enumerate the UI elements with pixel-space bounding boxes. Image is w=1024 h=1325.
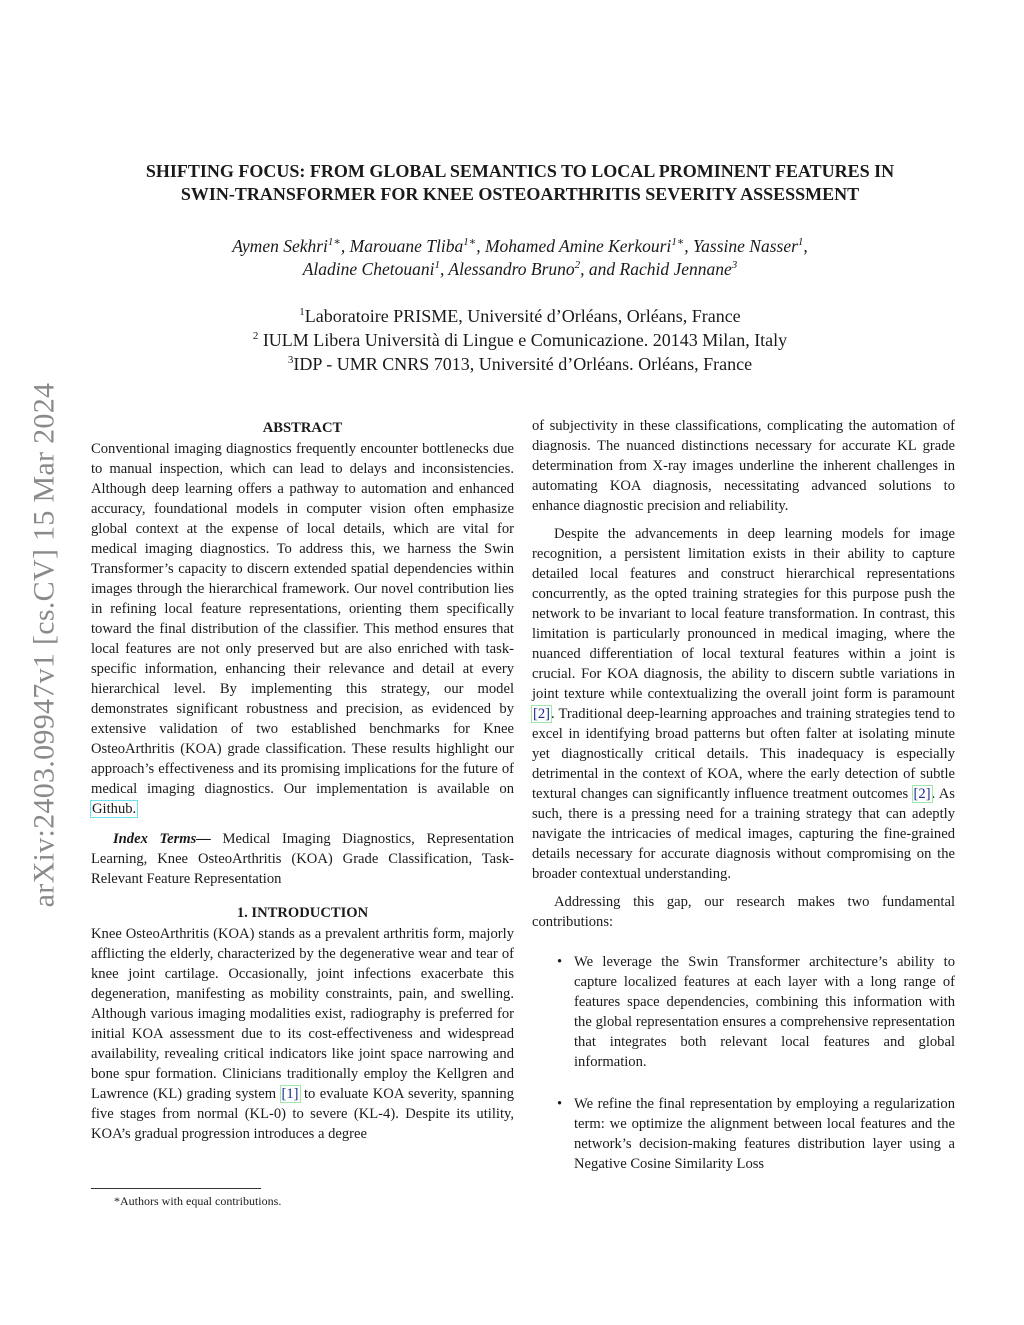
paper-title: [80, 160, 960, 206]
intro-paragraph-2: Despite the advancements in deep learning models for image recognition, a persistent limitation exists in their ability to capture detailed local features and construct hierarchical representations concurrently, as the opted training strategies for this purpose push the network to be invariant to local feature transformation. In contrast, this limitation is particularly pronounced in medical imaging, where the nuanced differentiation of local textural features within a joint is crucial. For KOA diagnosis, the ability to discern subtle variations in joint texture while contextualizing the overall joint form is paramount [2]. Traditional deep-learning approaches and training strategies tend to excel in identifying broad patterns but often falter at isolating minute yet diagnostically critical details. This inadequacy is especially detrimental in the context of KOA, where the early detection of subtle textural changes can significantly influence treatment outcomes [2]. As such, there is a pressing need for a training strategy that can adeptly navigate the intricacies of medical images, capturing the fine-grained details necessary for accurate diagnosis without compromising on the broader contextual understanding.: [532, 526, 955, 882]
author-affil-marker: 3: [731, 259, 738, 272]
author-affil-marker: 1: [434, 259, 440, 272]
author-affil-marker: 2: [574, 259, 581, 272]
list-item: • We refine the final representation by employing a regularization term: we optimize the alignment between local features and the network’s decision-making features distribution layer using a Negative Cosine Similarity Loss: [557, 1096, 955, 1172]
affiliation-2: $^2$ IULM Libera Università di Lingue e Comunicazione. 20143 Milan, Italy: [252, 330, 788, 350]
index-terms: Index Terms— Medical Imaging Diagnostics, Representation Learning, Knee OsteoArthritis (KOA) Grade Classification, Task-Relevant Feature Representation: [91, 831, 514, 887]
author-name: Alessandro Bruno: [448, 259, 575, 279]
contribution-list: [532, 952, 955, 1174]
author-line-2: Aladine Chetouani$^1$, Alessandro Bruno$^2$, and Rachid Jennane$^3$: [302, 259, 738, 279]
abstract-body: Conventional imaging diagnostics frequently encounter bottlenecks due to manual inspection, which can lead to delays and inconsistencies. Although deep learning offers a pathway to automation and enhanced accuracy, foundational models in computer vision often emphasize global context at the expense of local details, which are vital for medical imaging diagnostics. To address this, we harness the Swin Transformer’s capacity to discern extended spatial dependencies within images through the hierarchical framework. Our novel contribution lies in refining local feature representations, orienting them specifically toward the final distribution of the classifier. This method ensures that local features are not only preserved but are also enriched with task-specific information, enhancing their relevance and detail at every hierarchical level. By implementing this strategy, our model demonstrates significant robustness and precision, as evidenced by extensive validation of two established benchmarks for Knee OsteoArthritis (KOA) grade classification. These results highlight our approach’s effectiveness and its promising implications for the future of medical imaging diagnostics. Our implementation is available on Github.: [91, 441, 514, 817]
left-column: [91, 418, 514, 1144]
footnote-rule: [91, 1188, 261, 1189]
abstract-heading: ABSTRACT: [262, 420, 343, 436]
intro-paragraph-3: Addressing this gap, our research makes two fundamental contributions:: [532, 894, 955, 930]
citation-link[interactable]: [2]: [533, 706, 551, 722]
arxiv-side-identifier: arXiv:2403.09947v1 [cs.CV] 15 Mar 2024: [27, 382, 61, 908]
author-name: and Rachid Jennane: [588, 259, 732, 279]
intro-paragraph-1-cont: of subjectivity in these classifications, complicating the automation of diagnosis. The nuanced distinctions necessary for accurate KL grade determination from X-ray images underline the inherent challenges in automating KOA diagnosis, necessitating advanced solutions to enhance diagnostic precision and reliability.: [532, 418, 955, 514]
github-link[interactable]: Github.: [92, 801, 137, 817]
title-line-1: SHIFTING FOCUS: FROM GLOBAL SEMANTICS TO LOCAL PROMINENT FEATURES IN: [145, 161, 895, 181]
author-affil-marker: 1∗: [463, 236, 477, 249]
affiliation-3: $^3$IDP - UMR CNRS 7013, Université d’Orléans. Orléans, France: [287, 354, 753, 374]
author-name: Aymen Sekhri: [232, 236, 328, 256]
footnote: *Authors with equal contributions.: [114, 1194, 282, 1208]
author-line-1: Aymen Sekhri$^{1∗}$, Marouane Tliba$^{1∗}$, Mohamed Amine Kerkouri$^{1∗}$, Yassine Nasser$^1$,: [232, 236, 808, 256]
author-list: [80, 235, 960, 281]
intro-paragraph-1: Knee OsteoArthritis (KOA) stands as a prevalent arthritis form, majorly afflicting the elderly, characterized by the degenerative wear and tear of knee joint cartilage. Occasionally, joint infections exacerbate this degeneration, manifesting as mobility constraints, pain, and swelling. Although various imaging modalities exist, radiography is preferred for initial KOA assessment due to its cost-effectiveness and widespread availability, revealing critical indicators like joint space narrowing and bone spur formation. Clinicians traditionally employ the Kellgren and Lawrence (KL) grading system [1] to evaluate KOA severity, spanning five stages from normal (KL-0) to severe (KL-4). Despite its utility, KOA’s gradual progression introduces a degree: [91, 926, 514, 1142]
author-affil-marker: 1∗: [671, 236, 685, 249]
list-item: • We leverage the Swin Transformer architecture’s ability to capture localized features at each layer with a long range of features space dependencies, combining this information with the global representation ensures a comprehensive representation that integrates both relevant local features and global information.: [557, 954, 955, 1070]
bullet-icon: •: [557, 1096, 563, 1112]
right-column: [532, 416, 955, 1174]
title-line-2: SWIN-TRANSFORMER FOR KNEE OSTEOARTHRITIS SEVERITY ASSESSMENT: [180, 184, 860, 204]
citation-link[interactable]: [2]: [913, 786, 931, 802]
author-name: Mohamed Amine Kerkouri: [484, 236, 672, 256]
introduction-heading: 1. INTRODUCTION: [236, 905, 369, 921]
author-affil-marker: 1: [797, 236, 804, 249]
affiliation-1: $^1$Laboratoire PRISME, Université d’Orléans, Orléans, France: [299, 306, 741, 326]
author-name: Aladine Chetouani: [302, 259, 435, 279]
affiliations: [80, 304, 960, 376]
index-terms-label: Index Terms—: [113, 831, 211, 847]
bullet-icon: •: [557, 954, 563, 970]
author-affil-marker: 1∗: [327, 236, 341, 249]
author-name: Marouane Tliba: [349, 236, 464, 256]
citation-link[interactable]: [1]: [281, 1086, 299, 1102]
author-name: Yassine Nasser: [693, 236, 798, 256]
